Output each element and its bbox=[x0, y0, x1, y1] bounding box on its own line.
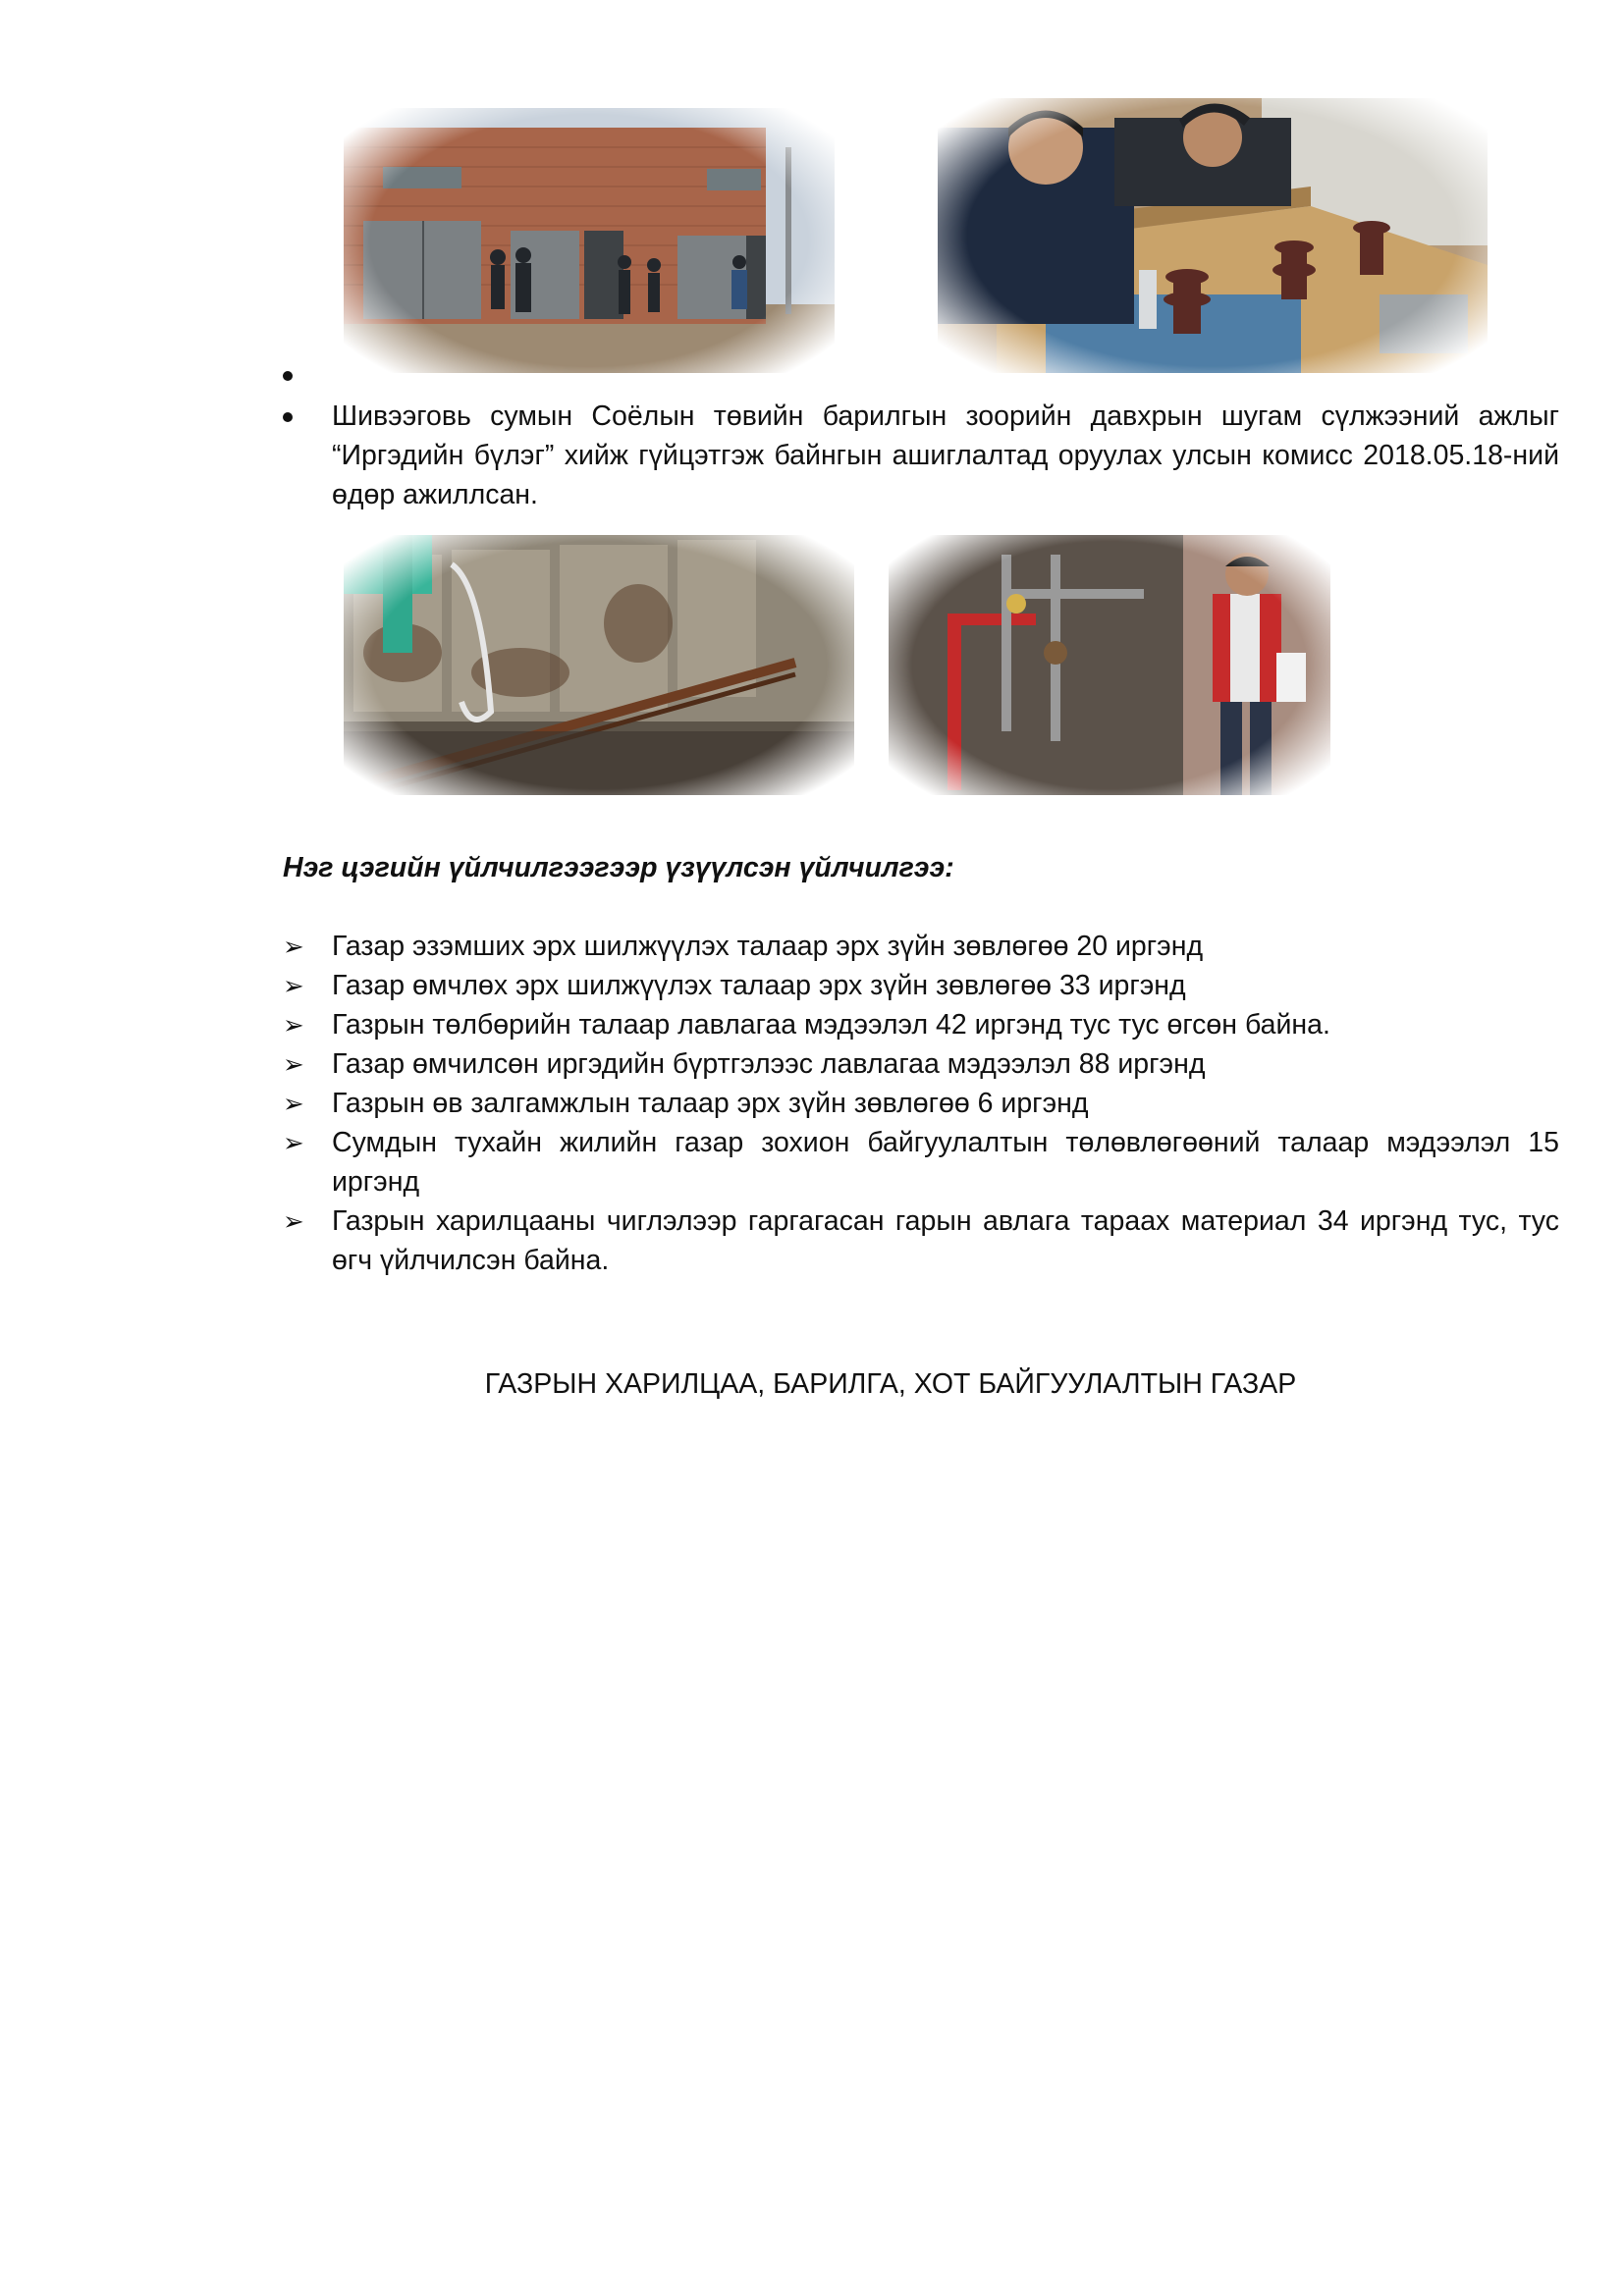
arrow-bullet-icon: ➢ bbox=[283, 971, 304, 1000]
list-item-text: Газрын өв залгамжлын талаар эрх зүйн зөвлөгөө 6 иргэнд bbox=[332, 1088, 1089, 1119]
list-item-text: Газар өмчилсөн иргэдийн бүртгэлээс лавлагаа мэдээлэл 88 иргэнд bbox=[332, 1048, 1206, 1080]
list-item-text: Газрын харилцааны чиглэлээр гаргагасан гарын авлага тараах материал 34 иргэнд тус, тус өгч үйлчилсэн байна. bbox=[332, 1205, 1559, 1276]
footer-org-text: ГАЗРЫН ХАРИЛЦАА, БАРИЛГА, ХОТ БАЙГУУЛАЛТЫН ГАЗАР bbox=[484, 1368, 1297, 1400]
list-item bbox=[283, 1084, 1559, 1123]
arrow-bullet-icon: ➢ bbox=[283, 1049, 304, 1079]
list-item bbox=[283, 927, 1559, 966]
arrow-bullet-icon: ➢ bbox=[283, 1010, 304, 1040]
photo-pipe-inspection bbox=[889, 535, 1330, 795]
photo-basement-pipes bbox=[344, 535, 854, 795]
empty-bullet bbox=[283, 371, 293, 381]
section-heading: Нэг цэгийн үйлчилгээгээр үзүүлсэн үйлчилгээ: bbox=[283, 852, 954, 883]
list-item bbox=[283, 1044, 1559, 1084]
bullet-dot bbox=[283, 412, 293, 422]
list-item-text: Газар өмчлөх эрх шилжүүлэх талаар эрх зүйн зөвлөгөө 33 иргэнд bbox=[332, 970, 1186, 1001]
paragraph-text: Шивээговь сумын Соёлын төвийн барилгын зоорийн давхрын шугам сүлжээний ажлыг “Иргэдийн бүлэг” хийж гүйцэтгэж байнгын ашиглалтад оруулах улсын комисс 2018.05.18-ний өдөр ажиллсан. bbox=[332, 400, 1559, 510]
photo-electrical-installation bbox=[938, 98, 1488, 373]
arrow-bullet-icon: ➢ bbox=[283, 932, 304, 961]
list-item-text: Сумдын тухайн жилийн газар зохион байгуулалтын төлөвлөгөөний талаар мэдээлэл 15 иргэнд bbox=[332, 1127, 1559, 1198]
list-item bbox=[283, 1201, 1559, 1280]
list-item bbox=[283, 1123, 1559, 1201]
list-item-text: Газрын төлбөрийн талаар лавлагаа мэдээлэл 42 иргэнд тус тус өгсөн байна. bbox=[332, 1009, 1330, 1041]
footer-organization bbox=[0, 1368, 1624, 1401]
list-item-text: Газар эзэмших эрх шилжүүлэх талаар эрх зүйн зөвлөгөө 20 иргэнд bbox=[332, 931, 1204, 962]
photo-building-exterior bbox=[344, 108, 835, 373]
arrow-bullet-icon: ➢ bbox=[283, 1206, 304, 1236]
list-item bbox=[283, 966, 1559, 1005]
arrow-bullet-icon: ➢ bbox=[283, 1089, 304, 1118]
arrow-bullet-icon: ➢ bbox=[283, 1128, 304, 1157]
list-item bbox=[283, 1005, 1559, 1044]
services-list bbox=[283, 927, 1559, 1280]
